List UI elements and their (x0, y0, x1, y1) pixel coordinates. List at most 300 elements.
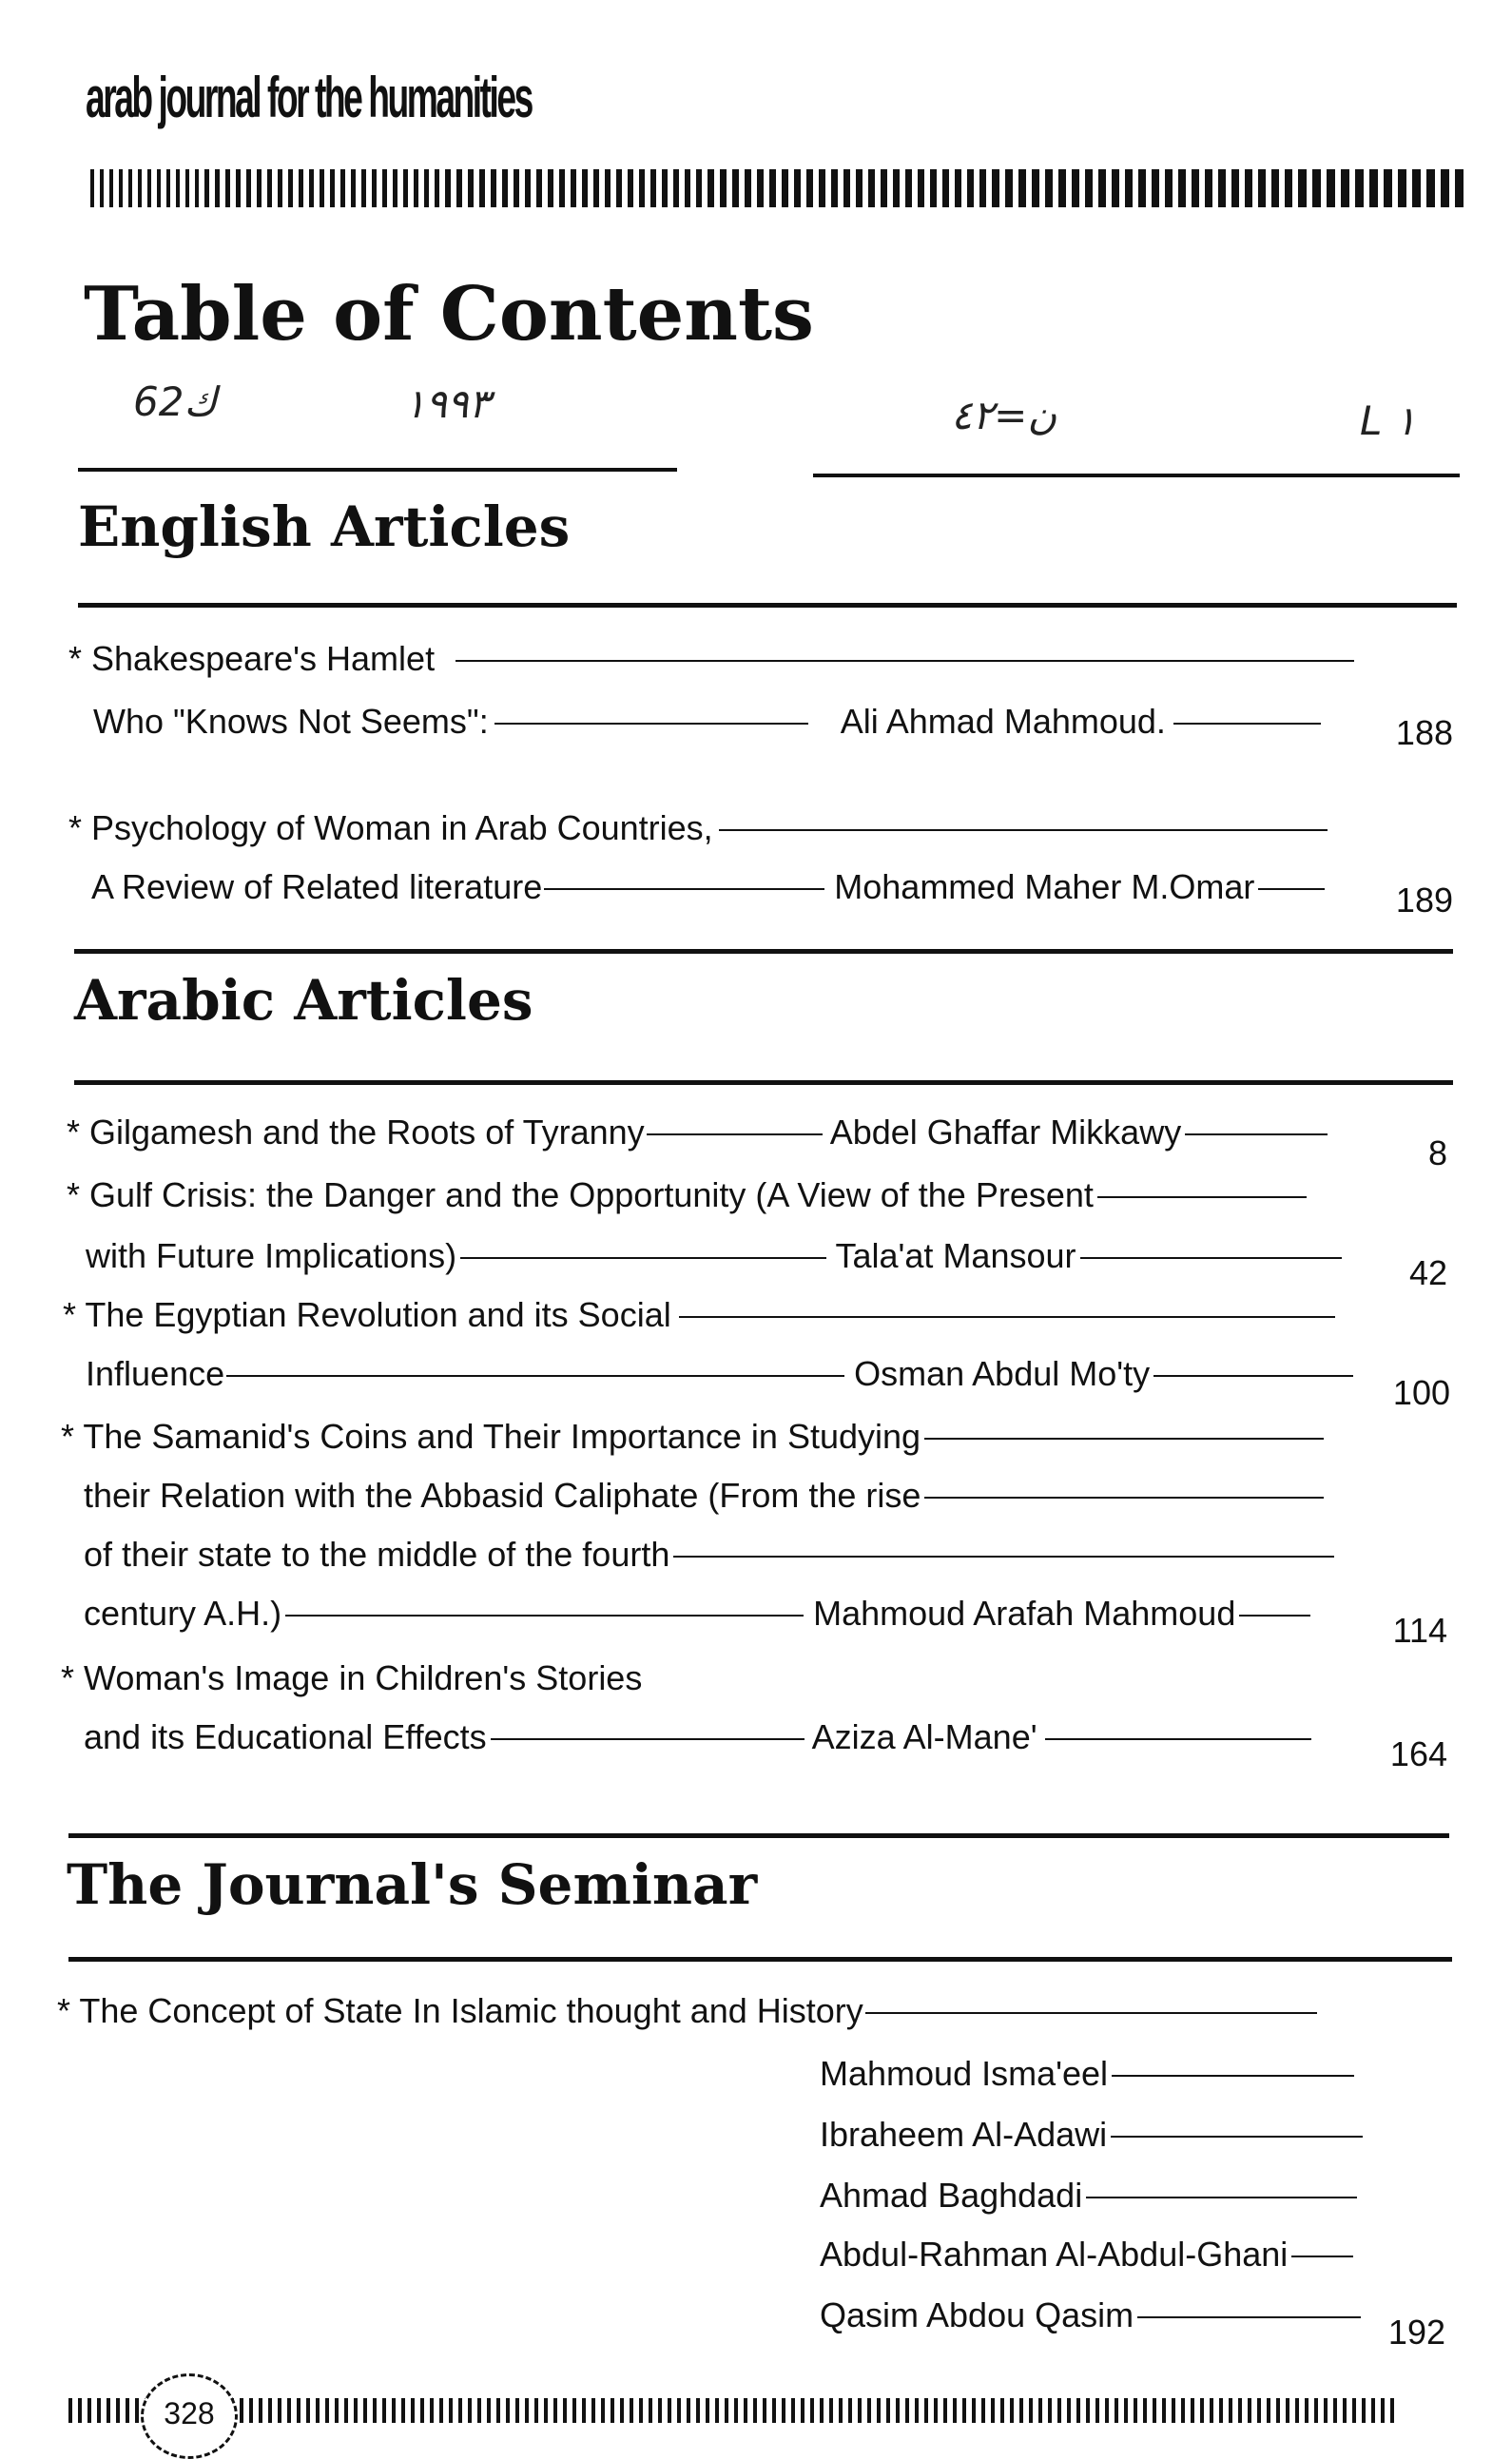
handwritten-note-3: ن=٤٢ (951, 392, 1057, 438)
rule-bar (1285, 169, 1292, 207)
rule-bar (477, 2398, 481, 2423)
rule-bar (1238, 2398, 1242, 2423)
rule-bar (166, 169, 170, 207)
rule-bar (572, 2398, 576, 2423)
rule-bar (87, 2398, 91, 2423)
rule-bar (744, 2398, 747, 2423)
rule-bar (819, 169, 825, 207)
rule-bar (553, 2398, 557, 2423)
rule-bar (829, 2398, 833, 2423)
rule-bar (335, 2398, 339, 2423)
rule-bar (685, 169, 690, 207)
handwritten-note-2: ١٩٩٣ (404, 380, 491, 427)
rule-bar (1295, 2398, 1299, 2423)
rule-bar (930, 169, 937, 207)
rule-bar (1200, 2398, 1204, 2423)
toc-entry-line: Influence Osman Abdul Mo'ty (86, 1354, 1353, 1394)
section-heading-english: English Articles (78, 494, 571, 559)
rule-bar (340, 169, 345, 207)
rule-bar (382, 169, 387, 207)
rule-bar (955, 169, 961, 207)
rule-bar (306, 2398, 310, 2423)
rule-bar (867, 2398, 871, 2423)
rule-bar (1257, 2398, 1261, 2423)
rule-bar (915, 2398, 919, 2423)
rule-bar (839, 2398, 843, 2423)
rule-bar (1018, 169, 1026, 207)
rule-bar (687, 2398, 690, 2423)
rule-bar (316, 2398, 320, 2423)
rule-bar (616, 169, 622, 207)
rule-bar (639, 169, 645, 207)
rule-bar (962, 2398, 966, 2423)
rule-bar (1019, 2398, 1023, 2423)
rule-bar (1314, 2398, 1318, 2423)
toc-page-number: 8 (1427, 1133, 1447, 1172)
masthead-barcode-rule (90, 169, 1474, 207)
rule-bar (677, 2398, 681, 2423)
rule-bar (458, 2398, 462, 2423)
rule-bar (135, 2398, 139, 2423)
section-rule (74, 949, 1453, 954)
rule-bar (881, 169, 887, 207)
rule-bar (893, 169, 900, 207)
rule-bar (1076, 2398, 1080, 2423)
rule-bar (278, 2398, 281, 2423)
rule-bar (1178, 169, 1186, 207)
rule-bar (934, 2398, 938, 2423)
rule-bar (801, 2398, 804, 2423)
rule-bar (468, 169, 474, 207)
rule-bar (278, 169, 282, 207)
rule-bar (176, 169, 180, 207)
rule-bar (1134, 2398, 1137, 2423)
rule-bar (325, 2398, 329, 2423)
rule-bar (1105, 2398, 1109, 2423)
rule-bar (848, 2398, 852, 2423)
rule-bar (559, 169, 565, 207)
rule-bar (1229, 2398, 1232, 2423)
rule-bar (1085, 169, 1093, 207)
toc-author: Ali Ahmad Mahmoud. (840, 702, 1166, 741)
rule-bar (1000, 2398, 1004, 2423)
rule-bar (1048, 2398, 1052, 2423)
rule-bar (757, 169, 764, 207)
rule-bar (320, 169, 324, 207)
rule-bar (1210, 2398, 1213, 2423)
page-title: Table of Contents (84, 271, 814, 358)
rule-bar (309, 169, 314, 207)
rule-bar (536, 169, 542, 207)
rule-bar (591, 2398, 595, 2423)
rule-bar (858, 2398, 862, 2423)
rule-bar (715, 2398, 719, 2423)
rule-bar (782, 2398, 785, 2423)
rule-bar (1038, 2398, 1042, 2423)
rule-bar (1381, 2398, 1385, 2423)
rule-bar (905, 169, 912, 207)
section-rule (78, 603, 1457, 608)
rule-bar (403, 169, 408, 207)
rule-bar (896, 2398, 900, 2423)
rule-bar (1098, 169, 1106, 207)
rule-bar (259, 2398, 262, 2423)
rule-bar (831, 169, 838, 207)
rule-bar (299, 169, 303, 207)
rule-bar (620, 2398, 624, 2423)
rule-bar (1125, 169, 1133, 207)
rule-bar (734, 2398, 738, 2423)
rule-bar (1067, 2398, 1071, 2423)
rule-bar (267, 169, 272, 207)
toc-entry-line: with Future Implications) Tala'at Mansour (86, 1236, 1342, 1276)
rule-bar (582, 169, 588, 207)
rule-bar (991, 2398, 995, 2423)
rule-bar (1324, 2398, 1328, 2423)
rule-bar (992, 169, 999, 207)
rule-bar (650, 169, 656, 207)
rule-bar (972, 2398, 976, 2423)
rule-bar (967, 169, 974, 207)
section-rule (68, 1833, 1449, 1838)
rule-bar (1298, 169, 1307, 207)
rule-bar (1057, 2398, 1061, 2423)
rule-bar (1115, 2398, 1118, 2423)
rule-bar (401, 2398, 405, 2423)
rule-bar (100, 169, 104, 207)
toc-author: Mahmoud Arafah Mahmoud (813, 1594, 1236, 1633)
rule-bar (732, 169, 739, 207)
rule-bar (246, 169, 251, 207)
rule-bar (905, 2398, 909, 2423)
toc-entry-line: * Woman's Image in Children's Stories (61, 1658, 643, 1697)
rule-bar (1058, 169, 1066, 207)
rule-bar (820, 2398, 824, 2423)
rule-bar (414, 169, 418, 207)
toc-entry-line: * Shakespeare's Hamlet (68, 639, 1354, 679)
rule-bar (1286, 2398, 1289, 2423)
rule-bar (630, 2398, 633, 2423)
rule-bar (810, 2398, 814, 2423)
rule-bar (1248, 2398, 1251, 2423)
rule-bar (772, 2398, 776, 2423)
rule-bar (942, 169, 949, 207)
toc-entry-line: their Relation with the Abbasid Caliphate (From the rise (84, 1476, 1324, 1516)
rule-bar (240, 2398, 243, 2423)
rule-bar (506, 2398, 510, 2423)
rule-bar (593, 169, 599, 207)
rule-bar (97, 2398, 101, 2423)
rule-bar (249, 2398, 253, 2423)
rule-bar (725, 2398, 728, 2423)
rule-bar (1095, 2398, 1099, 2423)
rule-bar (257, 169, 262, 207)
rule-bar (856, 169, 863, 207)
rule-bar (639, 2398, 643, 2423)
rule-bar (720, 169, 727, 207)
rule-bar (330, 169, 335, 207)
rule-bar (525, 169, 531, 207)
toc-author: Osman Abdul Mo'ty (854, 1354, 1151, 1393)
rule-bar (1398, 169, 1406, 207)
toc-page-number: 192 (1387, 2313, 1445, 2352)
rule-bar (439, 2398, 443, 2423)
rule-bar (1205, 169, 1212, 207)
rule-bar (534, 2398, 538, 2423)
rule-bar (1072, 169, 1079, 207)
rule-bar (1327, 169, 1335, 207)
rule-bar (1369, 169, 1378, 207)
rule-bar (373, 2398, 377, 2423)
rule-bar (1124, 2398, 1128, 2423)
rule-bar (649, 2398, 652, 2423)
rule-bar (435, 169, 439, 207)
rule-bar (601, 2398, 605, 2423)
rule-bar (1165, 169, 1173, 207)
rule-bar (1371, 2398, 1375, 2423)
rule-bar (288, 169, 293, 207)
rule-bar (1153, 2398, 1156, 2423)
rule-bar (806, 169, 813, 207)
rule-bar (225, 169, 230, 207)
rule-bar (1138, 169, 1146, 207)
rule-bar (1045, 169, 1053, 207)
rule-bar (668, 2398, 671, 2423)
toc-page-number: 42 (1408, 1253, 1447, 1292)
rule-bar (1029, 2398, 1033, 2423)
seminar-author: Mahmoud Isma'eel (820, 2054, 1354, 2094)
rule-bar (479, 169, 485, 207)
toc-author: Mohammed Maher M.Omar (834, 867, 1255, 906)
rule-bar (953, 2398, 957, 2423)
rule-bar (1086, 2398, 1090, 2423)
page-number: 328 (141, 2373, 238, 2459)
rule-bar (361, 169, 366, 207)
footer-barcode-rule (68, 2398, 1457, 2423)
rule-bar (449, 2398, 453, 2423)
rule-bar (107, 2398, 110, 2423)
rule-bar (382, 2398, 386, 2423)
rule-bar (1343, 2398, 1347, 2423)
rule-bar (696, 169, 702, 207)
seminar-author: Abdul-Rahman Al-Abdul-Ghani (820, 2235, 1353, 2275)
rule-bar (411, 2398, 415, 2423)
rule-bar (90, 169, 94, 207)
rule-bar (548, 169, 553, 207)
toc-page-number: 164 (1389, 1734, 1447, 1773)
rule-bar (116, 2398, 120, 2423)
section-rule (68, 1957, 1452, 1962)
rule-bar (706, 2398, 709, 2423)
rule-bar (468, 2398, 472, 2423)
rule-bar (544, 2398, 548, 2423)
rule-bar (68, 2398, 72, 2423)
rule-bar (782, 169, 788, 207)
rule-bar (1218, 169, 1226, 207)
toc-entry-line: of their state to the middle of the fourth (84, 1535, 1334, 1575)
rule-bar (611, 2398, 614, 2423)
rule-bar (297, 2398, 300, 2423)
rule-bar (571, 169, 576, 207)
rule-bar (1231, 169, 1239, 207)
toc-page-number: 189 (1395, 881, 1453, 920)
rule-bar (1312, 169, 1321, 207)
toc-page-number: 114 (1392, 1611, 1447, 1650)
rule-bar (78, 2398, 82, 2423)
rule-bar (1333, 2398, 1337, 2423)
rule-bar (1152, 169, 1159, 207)
rule-bar (753, 2398, 757, 2423)
rule-bar (582, 2398, 586, 2423)
rule-bar (924, 2398, 928, 2423)
rule-bar (868, 169, 875, 207)
rule-bar (1390, 2398, 1394, 2423)
rule-bar (344, 2398, 348, 2423)
rule-bar (979, 169, 986, 207)
rule-bar (1219, 2398, 1223, 2423)
rule-bar (1362, 2398, 1366, 2423)
rule-bar (372, 169, 377, 207)
rule-bar (877, 2398, 881, 2423)
rule-bar (268, 2398, 272, 2423)
rule-bar (1412, 169, 1421, 207)
rule-bar (1355, 169, 1364, 207)
rule-bar (1258, 169, 1266, 207)
rule-bar (456, 169, 462, 207)
rule-bar (147, 169, 151, 207)
rule-bar (424, 169, 429, 207)
seminar-author: Ibraheem Al-Adawi (820, 2115, 1363, 2155)
rule-bar (354, 2398, 358, 2423)
rule-bar (918, 169, 924, 207)
rule-bar (1441, 169, 1449, 207)
rule-bar (1181, 2398, 1185, 2423)
rule-bar (363, 2398, 367, 2423)
toc-page-number: 100 (1392, 1373, 1450, 1412)
toc-entry-line: * Psychology of Woman in Arab Countries, (68, 808, 1328, 848)
rule-bar (502, 169, 508, 207)
rule-bar (204, 169, 209, 207)
toc-author: Abdel Ghaffar Mikkawy (829, 1113, 1182, 1152)
rule-bar (843, 169, 850, 207)
title-rule-left (78, 468, 677, 472)
rule-bar (1305, 2398, 1308, 2423)
rule-bar (487, 2398, 491, 2423)
rule-bar (185, 169, 189, 207)
rule-bar (673, 169, 679, 207)
rule-bar (420, 2398, 424, 2423)
rule-bar (1032, 169, 1039, 207)
rule-bar (109, 169, 113, 207)
rule-bar (496, 2398, 500, 2423)
rule-bar (791, 2398, 795, 2423)
rule-bar (119, 169, 123, 207)
rule-bar (769, 169, 776, 207)
rule-bar (886, 2398, 890, 2423)
rule-bar (1426, 169, 1435, 207)
journal-masthead: arab journal for the humanities (86, 66, 532, 129)
title-rule-right (813, 474, 1460, 477)
toc-author: Tala'at Mansour (835, 1236, 1076, 1275)
rule-bar (1384, 169, 1392, 207)
rule-bar (525, 2398, 529, 2423)
rule-bar (1010, 2398, 1014, 2423)
rule-bar (515, 2398, 519, 2423)
rule-bar (1352, 2398, 1356, 2423)
rule-bar (392, 2398, 396, 2423)
rule-bar (138, 169, 142, 207)
seminar-author: Ahmad Baghdadi (820, 2176, 1357, 2216)
rule-bar (1276, 2398, 1280, 2423)
rule-bar (1191, 2398, 1194, 2423)
toc-entry-line: * The Samanid's Coins and Their Importance in Studying (61, 1417, 1324, 1457)
rule-bar (491, 169, 496, 207)
rule-bar (1112, 169, 1119, 207)
rule-bar (1245, 169, 1252, 207)
rule-bar (794, 169, 801, 207)
rule-bar (943, 2398, 947, 2423)
rule-bar (195, 169, 199, 207)
rule-bar (1267, 2398, 1270, 2423)
rule-bar (430, 2398, 434, 2423)
rule-bar (1341, 169, 1349, 207)
rule-bar (514, 169, 519, 207)
rule-bar (351, 169, 356, 207)
rule-bar (1172, 2398, 1175, 2423)
toc-entry-line: century A.H.) Mahmoud Arafah Mahmoud (84, 1594, 1310, 1634)
rule-bar (605, 169, 611, 207)
rule-bar (662, 169, 668, 207)
toc-page-number: 188 (1395, 713, 1453, 752)
rule-bar (708, 169, 714, 207)
rule-bar (287, 2398, 291, 2423)
rule-bar (128, 169, 132, 207)
rule-bar (981, 2398, 985, 2423)
section-heading-seminar: The Journal's Seminar (67, 1852, 758, 1917)
rule-bar (236, 169, 241, 207)
toc-entry-line: Who "Knows Not Seems": Ali Ahmad Mahmoud. (93, 702, 1321, 742)
rule-bar (126, 2398, 129, 2423)
rule-bar (1143, 2398, 1147, 2423)
rule-bar (1005, 169, 1013, 207)
toc-entry-line: * The Egyptian Revolution and its Social (63, 1295, 1335, 1335)
section-heading-arabic: Arabic Articles (74, 968, 533, 1033)
rule-bar (157, 169, 161, 207)
rule-bar (763, 2398, 766, 2423)
handwritten-note-1: 62ك (133, 378, 218, 425)
toc-entry-line: and its Educational Effects Aziza Al-Mane' (84, 1717, 1311, 1757)
rule-bar (1455, 169, 1464, 207)
rule-bar (563, 2398, 567, 2423)
rule-bar (658, 2398, 662, 2423)
rule-bar (1162, 2398, 1166, 2423)
rule-bar (445, 169, 451, 207)
toc-entry-line: A Review of Related literature Mohammed Maher M.Omar (91, 867, 1325, 907)
toc-entry-line: * Gilgamesh and the Roots of Tyranny Abdel Ghaffar Mikkawy (67, 1113, 1328, 1152)
rule-bar (393, 169, 397, 207)
seminar-title: * The Concept of State In Islamic thought and History (57, 1991, 1317, 2031)
rule-bar (215, 169, 220, 207)
rule-bar (628, 169, 633, 207)
toc-author: Aziza Al-Mane' (811, 1717, 1037, 1756)
rule-bar (696, 2398, 700, 2423)
rule-bar (1271, 169, 1279, 207)
seminar-author: Qasim Abdou Qasim (820, 2295, 1361, 2335)
section-rule (74, 1080, 1453, 1085)
handwritten-note-4: L ١ (1360, 397, 1417, 444)
rule-bar (745, 169, 751, 207)
toc-entry-line: * Gulf Crisis: the Danger and the Opportunity (A View of the Present (67, 1175, 1307, 1215)
